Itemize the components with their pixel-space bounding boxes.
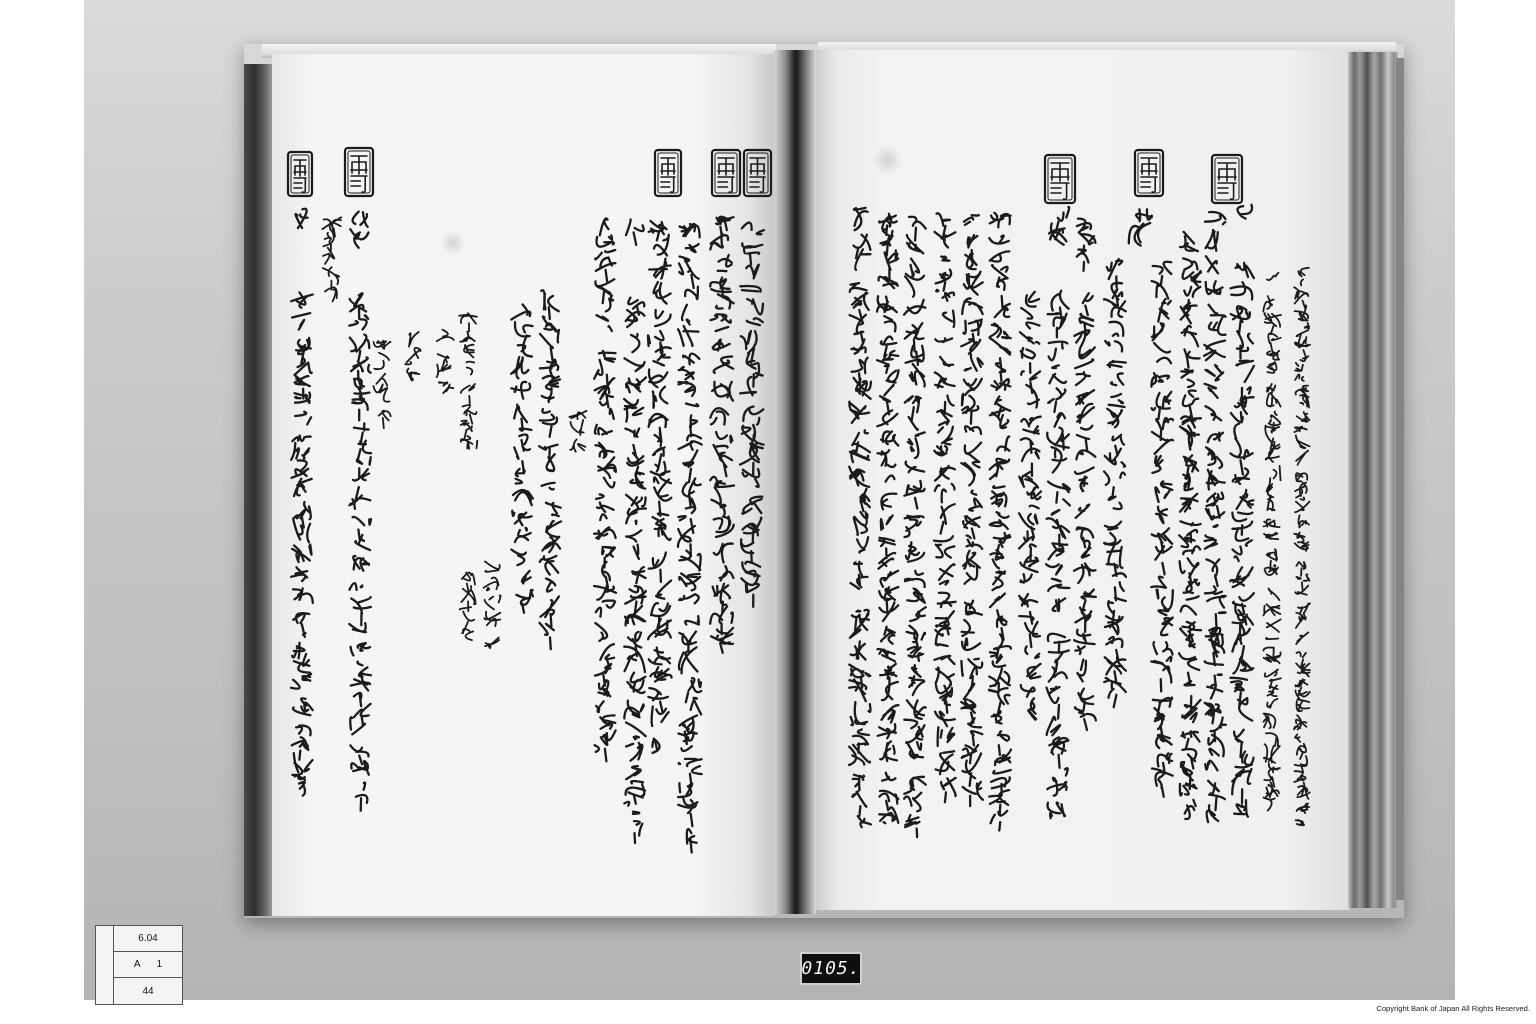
seal-stamp	[1135, 150, 1163, 196]
seal-stamp	[1212, 155, 1242, 203]
handwritten-column	[989, 213, 1011, 831]
label-row-2	[114, 952, 182, 978]
handwritten-column	[1074, 219, 1096, 730]
seal-stamp	[288, 152, 312, 196]
handwritten-column	[710, 217, 734, 653]
seal-stamp	[1045, 155, 1075, 203]
handwritten-column	[1179, 232, 1201, 819]
label-letter: A	[133, 959, 141, 970]
handwritten-column	[877, 214, 899, 824]
handwritten-column	[539, 290, 561, 649]
handwritten-column	[1230, 205, 1254, 817]
right-page-handwriting	[849, 205, 1310, 837]
label-card-margin	[96, 926, 114, 1004]
handwritten-column	[322, 217, 341, 301]
handwritten-column	[1019, 292, 1041, 720]
label-card-rows	[114, 926, 182, 1004]
handwritten-column	[1204, 212, 1226, 822]
handwritten-column	[1104, 259, 1126, 707]
handwritten-column	[904, 217, 926, 837]
label-volume: 44	[142, 985, 154, 997]
handwritten-column	[291, 209, 313, 796]
handwritten-column	[849, 208, 871, 827]
handwritten-column	[594, 218, 616, 761]
left-page-handwriting	[291, 209, 764, 853]
handwritten-column	[1129, 209, 1152, 245]
handwritten-column	[934, 213, 956, 802]
label-row-3	[114, 978, 182, 1004]
handwritten-column	[678, 224, 702, 853]
handwritten-column	[459, 313, 477, 640]
handwritten-column	[437, 330, 454, 393]
handwritten-column	[624, 219, 646, 843]
handwritten-column	[569, 411, 586, 452]
seal-stamp	[345, 148, 373, 196]
archive-label-card	[95, 925, 183, 1005]
handwritten-column	[1151, 262, 1173, 797]
label-number: 1	[156, 959, 163, 970]
seal-stamp	[655, 150, 681, 196]
label-code: 6.04	[138, 933, 158, 944]
copyright-notice: Copyright Bank of Japan All Rights Reserved.	[1376, 1004, 1530, 1013]
seal-stamp	[712, 150, 740, 196]
seal-stamps	[288, 148, 1242, 203]
handwritten-column	[511, 305, 533, 613]
handwritten-column	[1046, 207, 1070, 818]
handwritten-column	[740, 223, 764, 607]
handwritten-column	[484, 561, 501, 648]
handwritten-column	[349, 212, 371, 811]
handwritten-column	[373, 341, 390, 428]
handwritten-column	[1294, 268, 1310, 825]
handwritten-column	[961, 215, 983, 806]
handwritten-column	[1263, 273, 1281, 811]
handwritten-column	[648, 221, 672, 753]
label-row-1	[114, 926, 182, 952]
handwritten-column	[405, 332, 420, 381]
seal-stamp	[744, 150, 771, 196]
frame-number-tag: 0105.	[800, 952, 862, 985]
